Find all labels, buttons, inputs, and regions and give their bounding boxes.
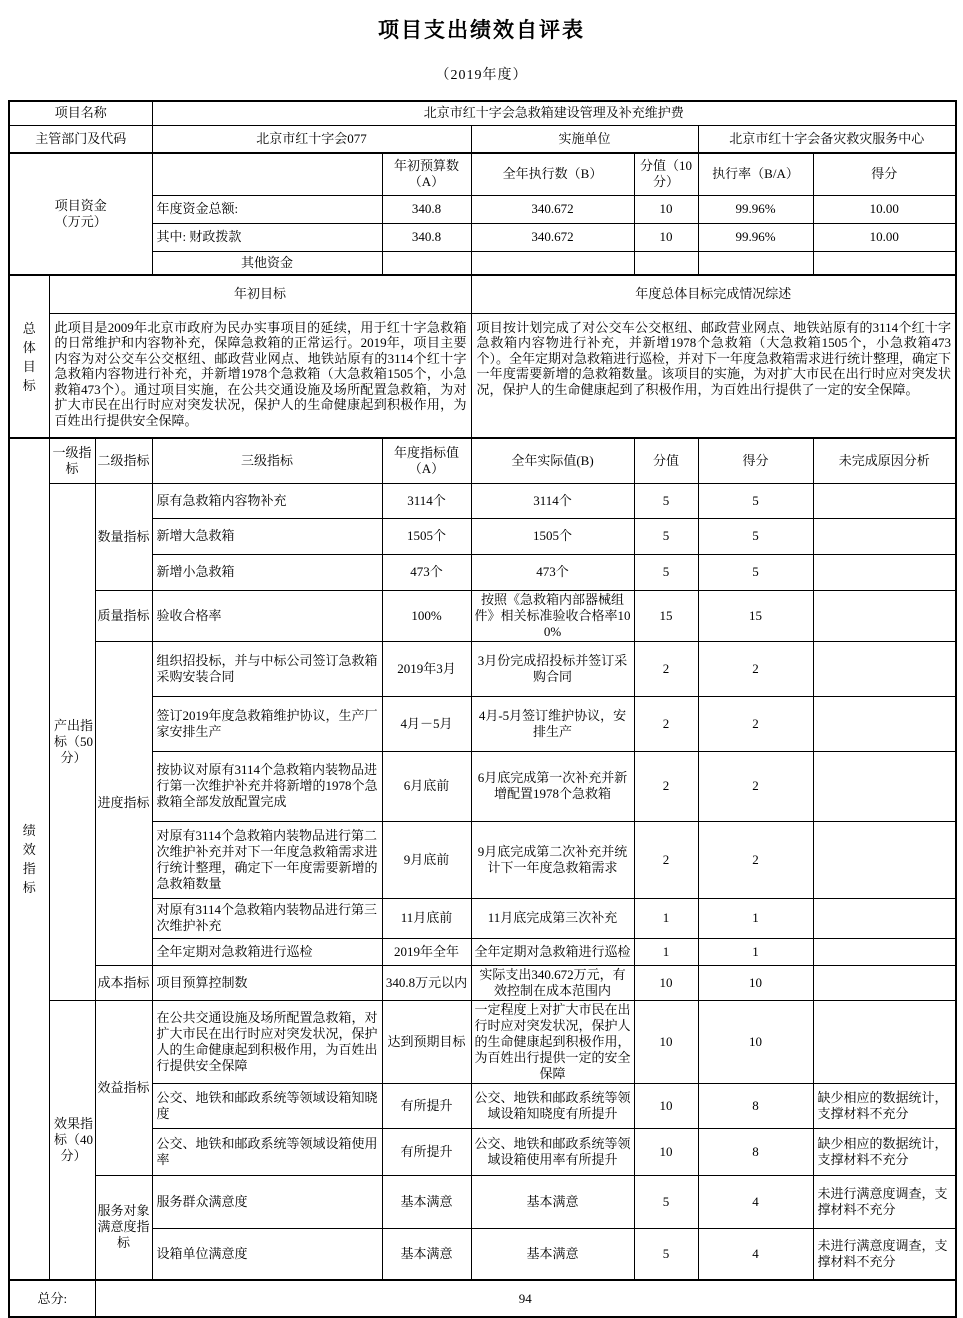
indicator-l3: 公交、地铁和邮政系统等领域设箱使用率 <box>152 1128 382 1175</box>
goal-section-label: 总体目标 <box>9 275 49 438</box>
indicator-reason <box>813 898 956 938</box>
table-row <box>9 1083 956 1128</box>
indicator-actual: 1505个 <box>471 518 634 554</box>
table-row <box>9 438 956 483</box>
funds-col-header-rate: 执行率（B/A） <box>698 153 813 195</box>
group-quality-label: 质量指标 <box>95 590 152 641</box>
indicator-score: 15 <box>698 590 813 641</box>
indicator-reason: 未进行满意度调查，支撑材料不充分 <box>813 1228 956 1280</box>
indicators-col-header-actual: 全年实际值(B) <box>471 438 634 483</box>
funds-actual <box>471 251 634 275</box>
indicator-score: 5 <box>698 554 813 590</box>
funds-score-max: 10 <box>634 223 698 251</box>
indicator-score-max: 5 <box>634 1175 698 1228</box>
indicator-l3: 签订2019年度急救箱维护协议，生产厂家安排生产 <box>152 696 382 751</box>
funds-col-header-budget: 年初预算数（A） <box>382 153 471 195</box>
table-row <box>9 1280 956 1317</box>
indicator-score-max: 5 <box>634 554 698 590</box>
indicator-target: 基本满意 <box>382 1175 471 1228</box>
indicator-actual: 9月底完成第二次补充并统计下一年度急救箱需求 <box>471 821 634 898</box>
funds-actual: 340.672 <box>471 195 634 223</box>
evaluation-table <box>8 100 957 1318</box>
indicator-target: 有所提升 <box>382 1128 471 1175</box>
funds-score-max <box>634 251 698 275</box>
indicator-actual: 基本满意 <box>471 1175 634 1228</box>
project-name-label: 项目名称 <box>9 101 152 125</box>
table-row <box>9 1128 956 1175</box>
funds-row-label: 年度资金总额: <box>152 195 382 223</box>
goal-summary-text: 项目按计划完成了对公交车公交枢纽、邮政营业网点、地铁站原有的3114个红十字急救箱内容物进行补充，并新增1978个急救箱（大急救箱1505个，小急救箱473个）。全年定期对急救箱进行巡检，并对下一年度急救箱需求进行统计整理，确定下一年度需要新增的急救箱数量。该项目的实施，为对扩大市民在出行时应对突发状况，保护人的生命健康起到了积极作用，为百姓出行提供了一定的安全保障。 <box>471 313 956 438</box>
indicator-target: 2019年全年 <box>382 938 471 965</box>
indicator-reason <box>813 938 956 965</box>
indicator-target: 1505个 <box>382 518 471 554</box>
indicator-score: 5 <box>698 483 813 518</box>
funds-score <box>813 251 956 275</box>
table-row <box>9 821 956 898</box>
funds-budget: 340.8 <box>382 223 471 251</box>
indicator-score: 10 <box>698 1000 813 1083</box>
indicator-actual: 公交、地铁和邮政系统等领域设箱知晓度有所提升 <box>471 1083 634 1128</box>
indicator-reason <box>813 641 956 696</box>
funds-budget <box>382 251 471 275</box>
indicator-l3: 新增大急救箱 <box>152 518 382 554</box>
indicator-score: 2 <box>698 751 813 821</box>
funds-score-max: 10 <box>634 195 698 223</box>
indicator-l3: 按协议对原有3114个急救箱内装物品进行第一次维护补充并将新增的1978个急救箱全部发放配置完成 <box>152 751 382 821</box>
indicators-col-header-target: 年度指标值（A） <box>382 438 471 483</box>
indicator-target: 100% <box>382 590 471 641</box>
table-row <box>9 195 956 223</box>
group-quantity-label: 数量指标 <box>95 483 152 590</box>
table-row <box>9 313 956 438</box>
indicator-score-max: 10 <box>634 1128 698 1175</box>
indicator-reason <box>813 590 956 641</box>
indicator-actual: 全年定期对急救箱进行巡检 <box>471 938 634 965</box>
indicator-target: 9月底前 <box>382 821 471 898</box>
table-row <box>9 898 956 938</box>
indicator-actual: 一定程度上对扩大市民在出行时应对突发状况，保护人的生命健康起到积极作用，为百姓出行提供一定的安全保障 <box>471 1000 634 1083</box>
indicator-actual: 473个 <box>471 554 634 590</box>
table-row <box>9 153 956 195</box>
group-benefit-label: 效益指标 <box>95 1000 152 1175</box>
indicator-score: 8 <box>698 1083 813 1128</box>
table-row <box>9 223 956 251</box>
indicator-l3: 新增小急救箱 <box>152 554 382 590</box>
indicator-actual: 4月-5月签订维护协议，安排生产 <box>471 696 634 751</box>
table-row <box>9 1175 956 1228</box>
total-score-value: 94 <box>95 1280 956 1317</box>
indicator-score: 4 <box>698 1228 813 1280</box>
goal-initial-text: 此项目是2009年北京市政府为民办实事项目的延续，用于红十字急救箱的日常维护和内容物补充，保障急救箱的正常运行。2019年，项目主要内容为对公交车公交枢纽、邮政营业网点、地铁站原有的3114个红十字急救箱内容物进行补充，并新增1978个急救箱（大急救箱1505个，小急救箱473个）。通过项目实施，在公共交通设施及场所配置急救箱，为对扩大市民在出行时应对突发状况，保护人的生命健康起到积极作用，为百姓出行提供安全保障。 <box>49 313 471 438</box>
indicator-l3: 对原有3114个急救箱内装物品进行第二次维护补充并对下一年度急救箱需求进行统计整理，确定下一年度需要新增的急救箱数量 <box>152 821 382 898</box>
indicators-col-header-scoremax: 分值 <box>634 438 698 483</box>
indicator-l3: 公交、地铁和邮政系统等领域设箱知晓度 <box>152 1083 382 1128</box>
indicator-actual: 3月份完成招投标并签订采购合同 <box>471 641 634 696</box>
indicator-reason <box>813 554 956 590</box>
dept-label: 主管部门及代码 <box>9 125 152 153</box>
indicator-score: 5 <box>698 518 813 554</box>
total-score-label: 总分: <box>9 1280 95 1317</box>
page-subtitle: （2019年度） <box>435 68 528 83</box>
funds-blank-cell <box>152 153 382 195</box>
indicator-score-max: 5 <box>634 1228 698 1280</box>
table-row <box>9 275 956 313</box>
indicators-section-label: 绩效指标 <box>9 438 49 1280</box>
funds-col-header-actual: 全年执行数（B） <box>471 153 634 195</box>
indicators-col-header-reason: 未完成原因分析 <box>813 438 956 483</box>
indicator-actual: 基本满意 <box>471 1228 634 1280</box>
impl-label: 实施单位 <box>471 125 698 153</box>
impl-value: 北京市红十字会备灾救灾服务中心 <box>698 125 956 153</box>
funds-budget: 340.8 <box>382 195 471 223</box>
table-row <box>9 251 956 275</box>
table-row <box>9 590 956 641</box>
indicator-score-max: 10 <box>634 1083 698 1128</box>
goal-initial-header: 年初目标 <box>49 275 471 313</box>
indicator-actual: 实际支出340.672万元，有效控制在成本范围内 <box>471 965 634 1000</box>
funds-section-label: 项目资金（万元） <box>9 153 152 275</box>
funds-rate: 99.96% <box>698 195 813 223</box>
funds-row-label: 其中: 财政拨款 <box>152 223 382 251</box>
indicator-l3: 组织招投标，并与中标公司签订急救箱采购安装合同 <box>152 641 382 696</box>
funds-col-header-score: 得分 <box>813 153 956 195</box>
dept-value: 北京市红十字会077 <box>152 125 471 153</box>
indicator-target: 达到预期目标 <box>382 1000 471 1083</box>
indicator-target: 有所提升 <box>382 1083 471 1128</box>
indicator-score: 1 <box>698 898 813 938</box>
table-row <box>9 125 956 153</box>
indicator-reason <box>813 751 956 821</box>
indicator-score: 10 <box>698 965 813 1000</box>
indicator-target: 340.8万元以内 <box>382 965 471 1000</box>
funds-score: 10.00 <box>813 195 956 223</box>
page-title: 项目支出绩效自评表 <box>378 18 585 42</box>
indicator-target: 3114个 <box>382 483 471 518</box>
indicator-target: 4月－5月 <box>382 696 471 751</box>
indicator-l3: 原有急救箱内容物补充 <box>152 483 382 518</box>
indicator-actual: 3114个 <box>471 483 634 518</box>
indicator-reason <box>813 518 956 554</box>
group-progress-label: 进度指标 <box>95 641 152 965</box>
table-row <box>9 483 956 518</box>
indicator-l3: 在公共交通设施及场所配置急救箱，对扩大市民在出行时应对突发状况，保护人的生命健康起到积极作用，为百姓出行提供安全保障 <box>152 1000 382 1083</box>
indicator-l3: 对原有3114个急救箱内装物品进行第三次维护补充 <box>152 898 382 938</box>
project-name-value: 北京市红十字会急救箱建设管理及补充维护费 <box>152 101 956 125</box>
indicators-col-header-score: 得分 <box>698 438 813 483</box>
indicator-score-max: 15 <box>634 590 698 641</box>
table-row <box>9 518 956 554</box>
table-row <box>9 1228 956 1280</box>
indicator-reason <box>813 483 956 518</box>
funds-rate <box>698 251 813 275</box>
table-row <box>9 554 956 590</box>
goal-summary-header: 年度总体目标完成情况综述 <box>471 275 956 313</box>
funds-col-header-scoremax: 分值（10分） <box>634 153 698 195</box>
funds-score: 10.00 <box>813 223 956 251</box>
indicator-score-max: 2 <box>634 821 698 898</box>
indicator-target: 473个 <box>382 554 471 590</box>
indicators-col-header-l1: 一级指标 <box>49 438 95 483</box>
indicator-score-max: 2 <box>634 641 698 696</box>
table-row <box>9 101 956 125</box>
table-row <box>9 938 956 965</box>
group-effect-label: 效果指标（40分） <box>49 1000 95 1280</box>
indicator-actual: 公交、地铁和邮政系统等领域设箱使用率有所提升 <box>471 1128 634 1175</box>
table-row <box>9 696 956 751</box>
indicator-reason: 缺少相应的数据统计，支撑材料不充分 <box>813 1083 956 1128</box>
indicator-reason <box>813 1000 956 1083</box>
indicator-score-max: 5 <box>634 518 698 554</box>
indicator-score: 1 <box>698 938 813 965</box>
funds-rate: 99.96% <box>698 223 813 251</box>
indicator-score: 2 <box>698 821 813 898</box>
indicator-score: 4 <box>698 1175 813 1228</box>
indicator-target: 11月底前 <box>382 898 471 938</box>
indicator-score-max: 1 <box>634 938 698 965</box>
indicator-score: 2 <box>698 696 813 751</box>
indicators-col-header-l3: 三级指标 <box>152 438 382 483</box>
group-cost-label: 成本指标 <box>95 965 152 1000</box>
table-row <box>9 1000 956 1083</box>
indicator-l3: 项目预算控制数 <box>152 965 382 1000</box>
group-output-label: 产出指标（50分） <box>49 483 95 1000</box>
indicator-reason <box>813 696 956 751</box>
indicator-actual: 11月底完成第三次补充 <box>471 898 634 938</box>
indicator-target: 2019年3月 <box>382 641 471 696</box>
indicator-l3: 验收合格率 <box>152 590 382 641</box>
table-row <box>9 641 956 696</box>
indicator-actual: 按照《急救箱内部器械组件》相关标准验收合格率100% <box>471 590 634 641</box>
funds-actual: 340.672 <box>471 223 634 251</box>
funds-row-label: 其他资金 <box>152 251 382 275</box>
indicator-score: 2 <box>698 641 813 696</box>
indicator-actual: 6月底完成第一次补充并新增配置1978个急救箱 <box>471 751 634 821</box>
indicator-score-max: 10 <box>634 965 698 1000</box>
indicator-reason <box>813 965 956 1000</box>
indicators-col-header-l2: 二级指标 <box>95 438 152 483</box>
indicator-score-max: 10 <box>634 1000 698 1083</box>
indicator-reason <box>813 821 956 898</box>
indicator-score-max: 5 <box>634 483 698 518</box>
indicator-reason: 未进行满意度调查，支撑材料不充分 <box>813 1175 956 1228</box>
indicator-l3: 服务群众满意度 <box>152 1175 382 1228</box>
indicator-reason: 缺少相应的数据统计，支撑材料不充分 <box>813 1128 956 1175</box>
group-satisfaction-label: 服务对象满意度指标 <box>95 1175 152 1280</box>
table-row <box>9 751 956 821</box>
indicator-score: 8 <box>698 1128 813 1175</box>
indicator-score-max: 2 <box>634 751 698 821</box>
indicator-target: 基本满意 <box>382 1228 471 1280</box>
table-row <box>9 965 956 1000</box>
indicator-score-max: 1 <box>634 898 698 938</box>
indicator-target: 6月底前 <box>382 751 471 821</box>
indicator-score-max: 2 <box>634 696 698 751</box>
indicator-l3: 全年定期对急救箱进行巡检 <box>152 938 382 965</box>
indicator-l3: 设箱单位满意度 <box>152 1228 382 1280</box>
